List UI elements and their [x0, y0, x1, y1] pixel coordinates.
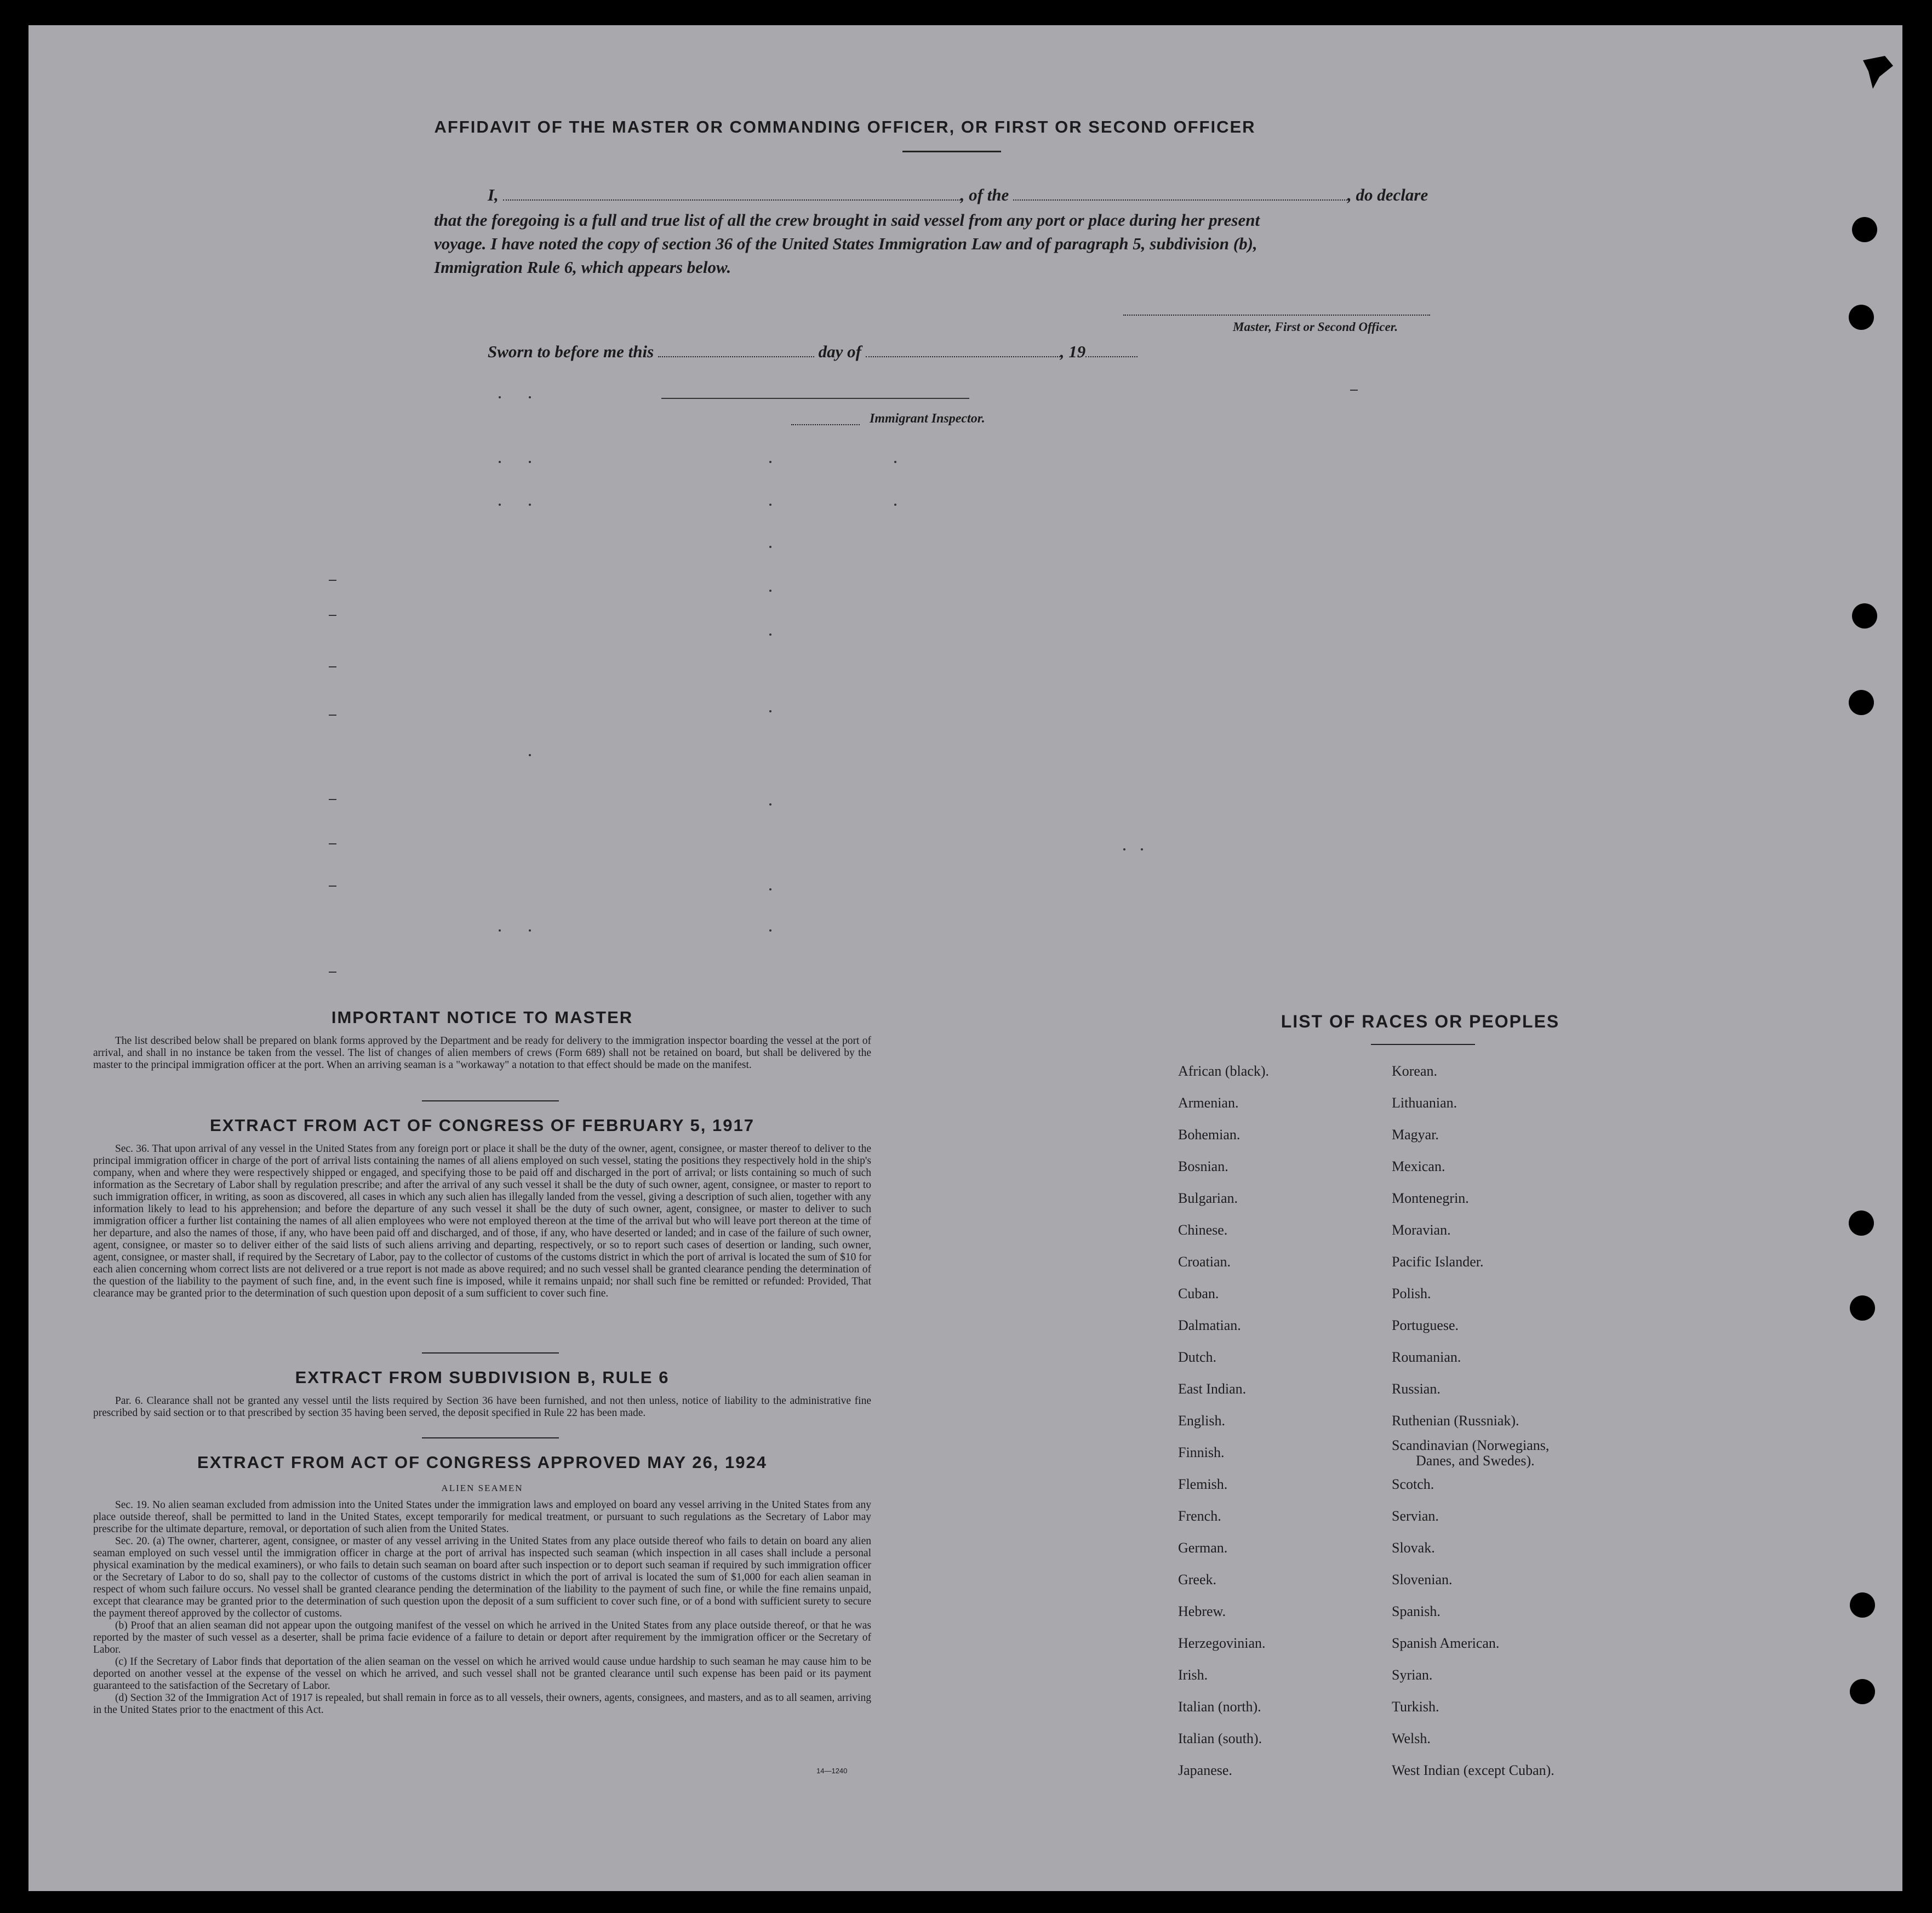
stray-mark — [529, 396, 531, 398]
races-column-1 — [1178, 1055, 1269, 1786]
extract-1917-body — [93, 1143, 871, 1300]
race-item: Korean. — [1392, 1063, 1438, 1079]
race-item: Hebrew. — [1178, 1603, 1226, 1619]
stray-mark — [769, 803, 771, 806]
stray-mark — [769, 888, 771, 890]
stray-mark — [769, 461, 771, 463]
section-20d-text: (d) Section 32 of the Immigration Act of 1917 is repealed, but shall remain in force as to all vessels, their owners, agents, consignees, and masters, and as to all seamen, arriving in the United States prior to the enactment of this Act. — [93, 1692, 871, 1716]
affidavit-line-3: voyage. I have noted the copy of section 36 of the United States Immigration Law and of paragraph 5, subdivision (b), — [434, 234, 1257, 253]
rule-6-text: Par. 6. Clearance shall not be granted any vessel until the lists required by Section 36 have been furnished, and not then unless, notice of liability to the administrative fine prescribed by said section or to that prescribed by section 35 having been served, the deposit specified in Rule 22 has been made. — [93, 1395, 871, 1419]
race-item: Flemish. — [1178, 1476, 1228, 1492]
punch-hole — [1849, 690, 1874, 715]
race-item: Slovenian. — [1392, 1572, 1453, 1587]
race-item: Montenegrin. — [1392, 1190, 1469, 1206]
race-item: Irish. — [1178, 1667, 1208, 1683]
section-rule — [422, 1100, 559, 1101]
race-item: Bohemian. — [1178, 1127, 1241, 1143]
race-item: French. — [1178, 1508, 1221, 1524]
section-36-text: Sec. 36. That upon arrival of any vessel in the United States from any foreign port or place it shall be the duty of the owner, agent, consignee, or master thereof to deliver to the principal immigration officer in charge of the port of arrival lists containing the names of all aliens employed on such vessel, stating the positions they respectively hold in the ship's company, when and where they were respectively shipped or engaged, and specifying those to be paid off and discharged in the port of arrival; or lists containing so much of such information as the Secretary of Labor shall by regulation prescribe; and after the arrival of any such vessel it shall be the duty of such owner, agent, consignee, or master to report to such immigration officer, in writing, as soon as discovered, all cases in which any such alien has illegally landed from the vessel, giving a description of such alien, together with any information likely to lead to his apprehension; and before the departure of any such vessel it shall be the duty of such owner, agent, consignee, or master to deliver to such immigration officer a further list containing the names of all alien employees who were not employed thereon at the time of the arrival but who will leave port thereon at the time of her departure, and also the names of those, if any, who have been paid off and discharged, and of those, if any, who have deserted or landed; and in case of the failure of such owner, agent, consignee, or master so to deliver either of the said lists of such aliens arriving and departing, respectively, or so to report such cases of desertion or landing, such owner, agent, consignee, or master shall, if required by the Secretary of Labor, pay to the collector of customs of the customs district in which the port of arrival is located the sum of $10 for each alien concerning whom correct lists are not delivered or a true report is not made as above required; and no such vessel shall be granted clearance pending the determination of the question of the liability to the payment of such fine, and, in the event such fine is imposed, while it remains unpaid; nor shall such fine be remitted or refunded: Provided, That clearance may be granted prior to the determination of such question upon deposit of a sum sufficient to cover such fine. — [93, 1143, 871, 1299]
stray-mark — [499, 396, 501, 398]
race-item: Servian. — [1392, 1508, 1439, 1524]
stray-mark — [769, 590, 771, 592]
stray-mark — [499, 929, 501, 932]
officer-caption: Master, First or Second Officer. — [1233, 320, 1398, 334]
race-item: Moravian. — [1392, 1222, 1451, 1238]
race-item: Ruthenian (Russniak). — [1392, 1413, 1519, 1429]
race-item: African (black). — [1178, 1063, 1270, 1079]
stray-mark — [529, 754, 531, 756]
stray-dash — [329, 799, 336, 800]
race-item: Scotch. — [1392, 1476, 1434, 1492]
affidavit-line-4: Immigration Rule 6, which appears below. — [434, 258, 731, 277]
punch-hole — [1850, 1295, 1875, 1321]
stray-dash — [1350, 390, 1358, 391]
punch-hole — [1849, 1210, 1874, 1236]
torn-corner-icon — [1852, 44, 1896, 93]
race-item: West Indian (except Cuban). — [1392, 1762, 1554, 1778]
race-item: Chinese. — [1178, 1222, 1228, 1238]
race-item: Portuguese. — [1392, 1317, 1459, 1333]
section-20a-text: Sec. 20. (a) The owner, charterer, agent, consignee, or master of any vessel arriving in the United States from any place outside thereof who fails to detain on board any alien seaman employed on such vessel until the immigration officer in charge at the port of arrival has inspected such seaman (which inspection in all cases shall include a personal physical examination by the medical examiners), or who fails to detain such seaman on board after such inspection or to deport such seaman if required by such immigration officer or the Secretary of Labor to do so, shall pay to the collector of customs of the customs district in which the port of arrival is located the sum of $1,000 for each alien seaman in respect of whom such failure occurs. No vessel shall be granted clearance pending the determination of the liability to the payment of such fine, or while the fine remains unpaid, except that clearance may be granted prior to the determination of such question upon the deposit of a sum sufficient to cover such fine, or of a bond with sufficient surety to secure the payment thereof approved by the collector of customs. — [93, 1535, 871, 1619]
race-item: Cuban. — [1178, 1286, 1219, 1301]
declare-label: , do declare — [1347, 185, 1428, 204]
stray-mark — [529, 929, 531, 932]
rule-6-body — [93, 1395, 871, 1419]
stray-mark — [769, 710, 771, 712]
notice-text: The list described below shall be prepared on blank forms approved by the Department and be ready for delivery to the immigration inspector boarding the vessel at the port of arrival, and shall in no instance be taken from the vessel. The list of changes of alien members of crews (Form 689) shall not be retained on board, but shall be delivered by the master to the principal immigration officer at the port. When an arriving seaman is a "workaway" a notation to that effect should be made on the manifest. — [93, 1035, 871, 1071]
stray-mark — [769, 929, 771, 932]
race-item: Bosnian. — [1178, 1158, 1228, 1174]
i-label: I, — [488, 185, 499, 204]
affidavit-declaration-line — [488, 185, 1501, 205]
inspector-caption: Immigrant Inspector. — [870, 412, 985, 426]
sworn-line — [488, 342, 1138, 362]
race-item: Roumanian. — [1392, 1349, 1461, 1365]
stray-dash — [329, 666, 336, 667]
year-label: , 19 — [1060, 342, 1086, 361]
race-item: German. — [1178, 1540, 1228, 1556]
races-title-rule — [1371, 1044, 1475, 1045]
stray-mark — [894, 504, 896, 506]
stray-mark — [499, 504, 501, 506]
race-item: Italian (south). — [1178, 1731, 1262, 1746]
officer-name-field[interactable] — [503, 199, 961, 201]
sworn-label: Sworn to before me this — [488, 342, 654, 361]
race-item-scandinavian: Scandinavian (Norwegians, — [1392, 1437, 1550, 1453]
stray-dash — [329, 972, 336, 973]
races-title: LIST OF RACES OR PEOPLES — [1281, 1012, 1560, 1031]
race-item: Lithuanian. — [1392, 1095, 1457, 1111]
extract-1924-body — [93, 1499, 871, 1716]
stray-mark — [769, 546, 771, 548]
sworn-year-field[interactable] — [1085, 356, 1138, 357]
race-item: Dutch. — [1178, 1349, 1217, 1365]
race-item: East Indian. — [1178, 1381, 1247, 1397]
day-of-label: day of — [818, 342, 861, 361]
stray-dash — [329, 886, 336, 887]
race-item: Dalmatian. — [1178, 1317, 1241, 1333]
race-item: Pacific Islander. — [1392, 1254, 1484, 1270]
stray-dash — [329, 580, 336, 581]
punch-hole — [1852, 603, 1877, 629]
of-the-label: , of the — [960, 185, 1009, 204]
punch-hole — [1850, 1679, 1875, 1704]
stray-mark — [1141, 848, 1143, 850]
race-item: Herzegovinian. — [1178, 1635, 1266, 1651]
section-rule — [422, 1352, 559, 1354]
stray-dash — [329, 843, 336, 844]
inspector-signature-line[interactable] — [661, 398, 969, 399]
race-item: Welsh. — [1392, 1731, 1431, 1746]
race-item: Turkish. — [1392, 1699, 1439, 1715]
race-item: Russian. — [1392, 1381, 1441, 1397]
sworn-day-field[interactable] — [658, 356, 814, 357]
stray-mark — [894, 461, 896, 463]
race-item: Italian (north). — [1178, 1699, 1261, 1715]
affidavit-title: AFFIDAVIT OF THE MASTER OR COMMANDING OFFICER, OR FIRST OR SECOND OFFICER — [434, 117, 1256, 136]
stray-mark — [529, 504, 531, 506]
race-item: Slovak. — [1392, 1540, 1435, 1556]
section-rule — [422, 1437, 559, 1438]
sworn-month-field[interactable] — [866, 356, 1060, 357]
race-item: Mexican. — [1392, 1158, 1445, 1174]
officer-signature-field[interactable] — [1123, 315, 1430, 316]
race-item: Croatian. — [1178, 1254, 1231, 1270]
extract-1917-title: EXTRACT FROM ACT OF CONGRESS OF FEBRUARY 5, 1917 — [210, 1116, 754, 1135]
stray-dash — [329, 615, 336, 616]
race-item: Spanish American. — [1392, 1635, 1500, 1651]
race-item: Magyar. — [1392, 1127, 1439, 1143]
race-item: Bulgarian. — [1178, 1190, 1238, 1206]
document-page — [28, 25, 1902, 1891]
stray-mark — [769, 633, 771, 636]
notice-title: IMPORTANT NOTICE TO MASTER — [331, 1008, 633, 1027]
notice-body — [93, 1035, 871, 1071]
race-item: Japanese. — [1178, 1762, 1232, 1778]
section-20b-text: (b) Proof that an alien seaman did not appear upon the outgoing manifest of the vessel on which he arrived in the United States from any place outside thereof, or that he was reported by the master of such vessel as a deserter, shall be prima facie evidence of a failure to detain or deport after requirement by the immigration officer or the Secretary of Labor. — [93, 1620, 871, 1655]
section-20c-text: (c) If the Secretary of Labor finds that deportation of the alien seaman on the vessel on which he arrived would cause undue hardship to such seaman he may cause him to be deported on another vessel at the expense of the vessel on which he arrived, and such vessel shall not be granted clearance until such expense has been paid or its payment guaranteed to the satisfaction of the Secretary of Labor. — [93, 1656, 871, 1692]
stray-mark — [769, 504, 771, 506]
section-19-text: Sec. 19. No alien seaman excluded from admission into the United States under the immigration laws and employed on board any vessel arriving in the United States from any place outside thereof, shall be permitted to land in the United States, except temporarily for medical treatment, or pursuant to such regulations as the Secretary of Labor may prescribe for the ultimate departure, removal, or deportation of such alien from the United States. — [93, 1499, 871, 1535]
alien-seamen-subtitle: ALIEN SEAMEN — [441, 1483, 523, 1493]
stray-mark — [499, 461, 501, 463]
race-item: Spanish. — [1392, 1603, 1441, 1619]
race-item: Polish. — [1392, 1286, 1431, 1301]
vessel-name-field[interactable] — [1013, 199, 1347, 201]
affidavit-line-2: that the foregoing is a full and true list of all the crew brought in said vessel from any port or place during her present — [434, 210, 1260, 230]
race-item: Armenian. — [1178, 1095, 1239, 1111]
punch-hole — [1852, 217, 1877, 242]
stray-dash — [329, 715, 336, 716]
race-item: Greek. — [1178, 1572, 1217, 1587]
race-item: English. — [1178, 1413, 1225, 1429]
race-item-scandinavian-cont: Danes, and Swedes). — [1416, 1453, 1535, 1469]
race-item: Syrian. — [1392, 1667, 1433, 1683]
stray-mark — [1123, 848, 1125, 850]
extract-1924-title: EXTRACT FROM ACT OF CONGRESS APPROVED MAY 26, 1924 — [197, 1453, 767, 1472]
stray-mark — [529, 461, 531, 463]
punch-hole — [1849, 305, 1874, 330]
race-item — [1392, 1437, 1554, 1469]
title-underline — [902, 151, 1001, 152]
inspector-name-field[interactable] — [791, 424, 860, 425]
race-item: Finnish. — [1178, 1444, 1225, 1460]
punch-hole — [1850, 1592, 1875, 1618]
form-number: 14—1240 — [816, 1767, 848, 1775]
rule-6-title: EXTRACT FROM SUBDIVISION B, RULE 6 — [295, 1368, 670, 1387]
races-column-2 — [1392, 1055, 1554, 1786]
